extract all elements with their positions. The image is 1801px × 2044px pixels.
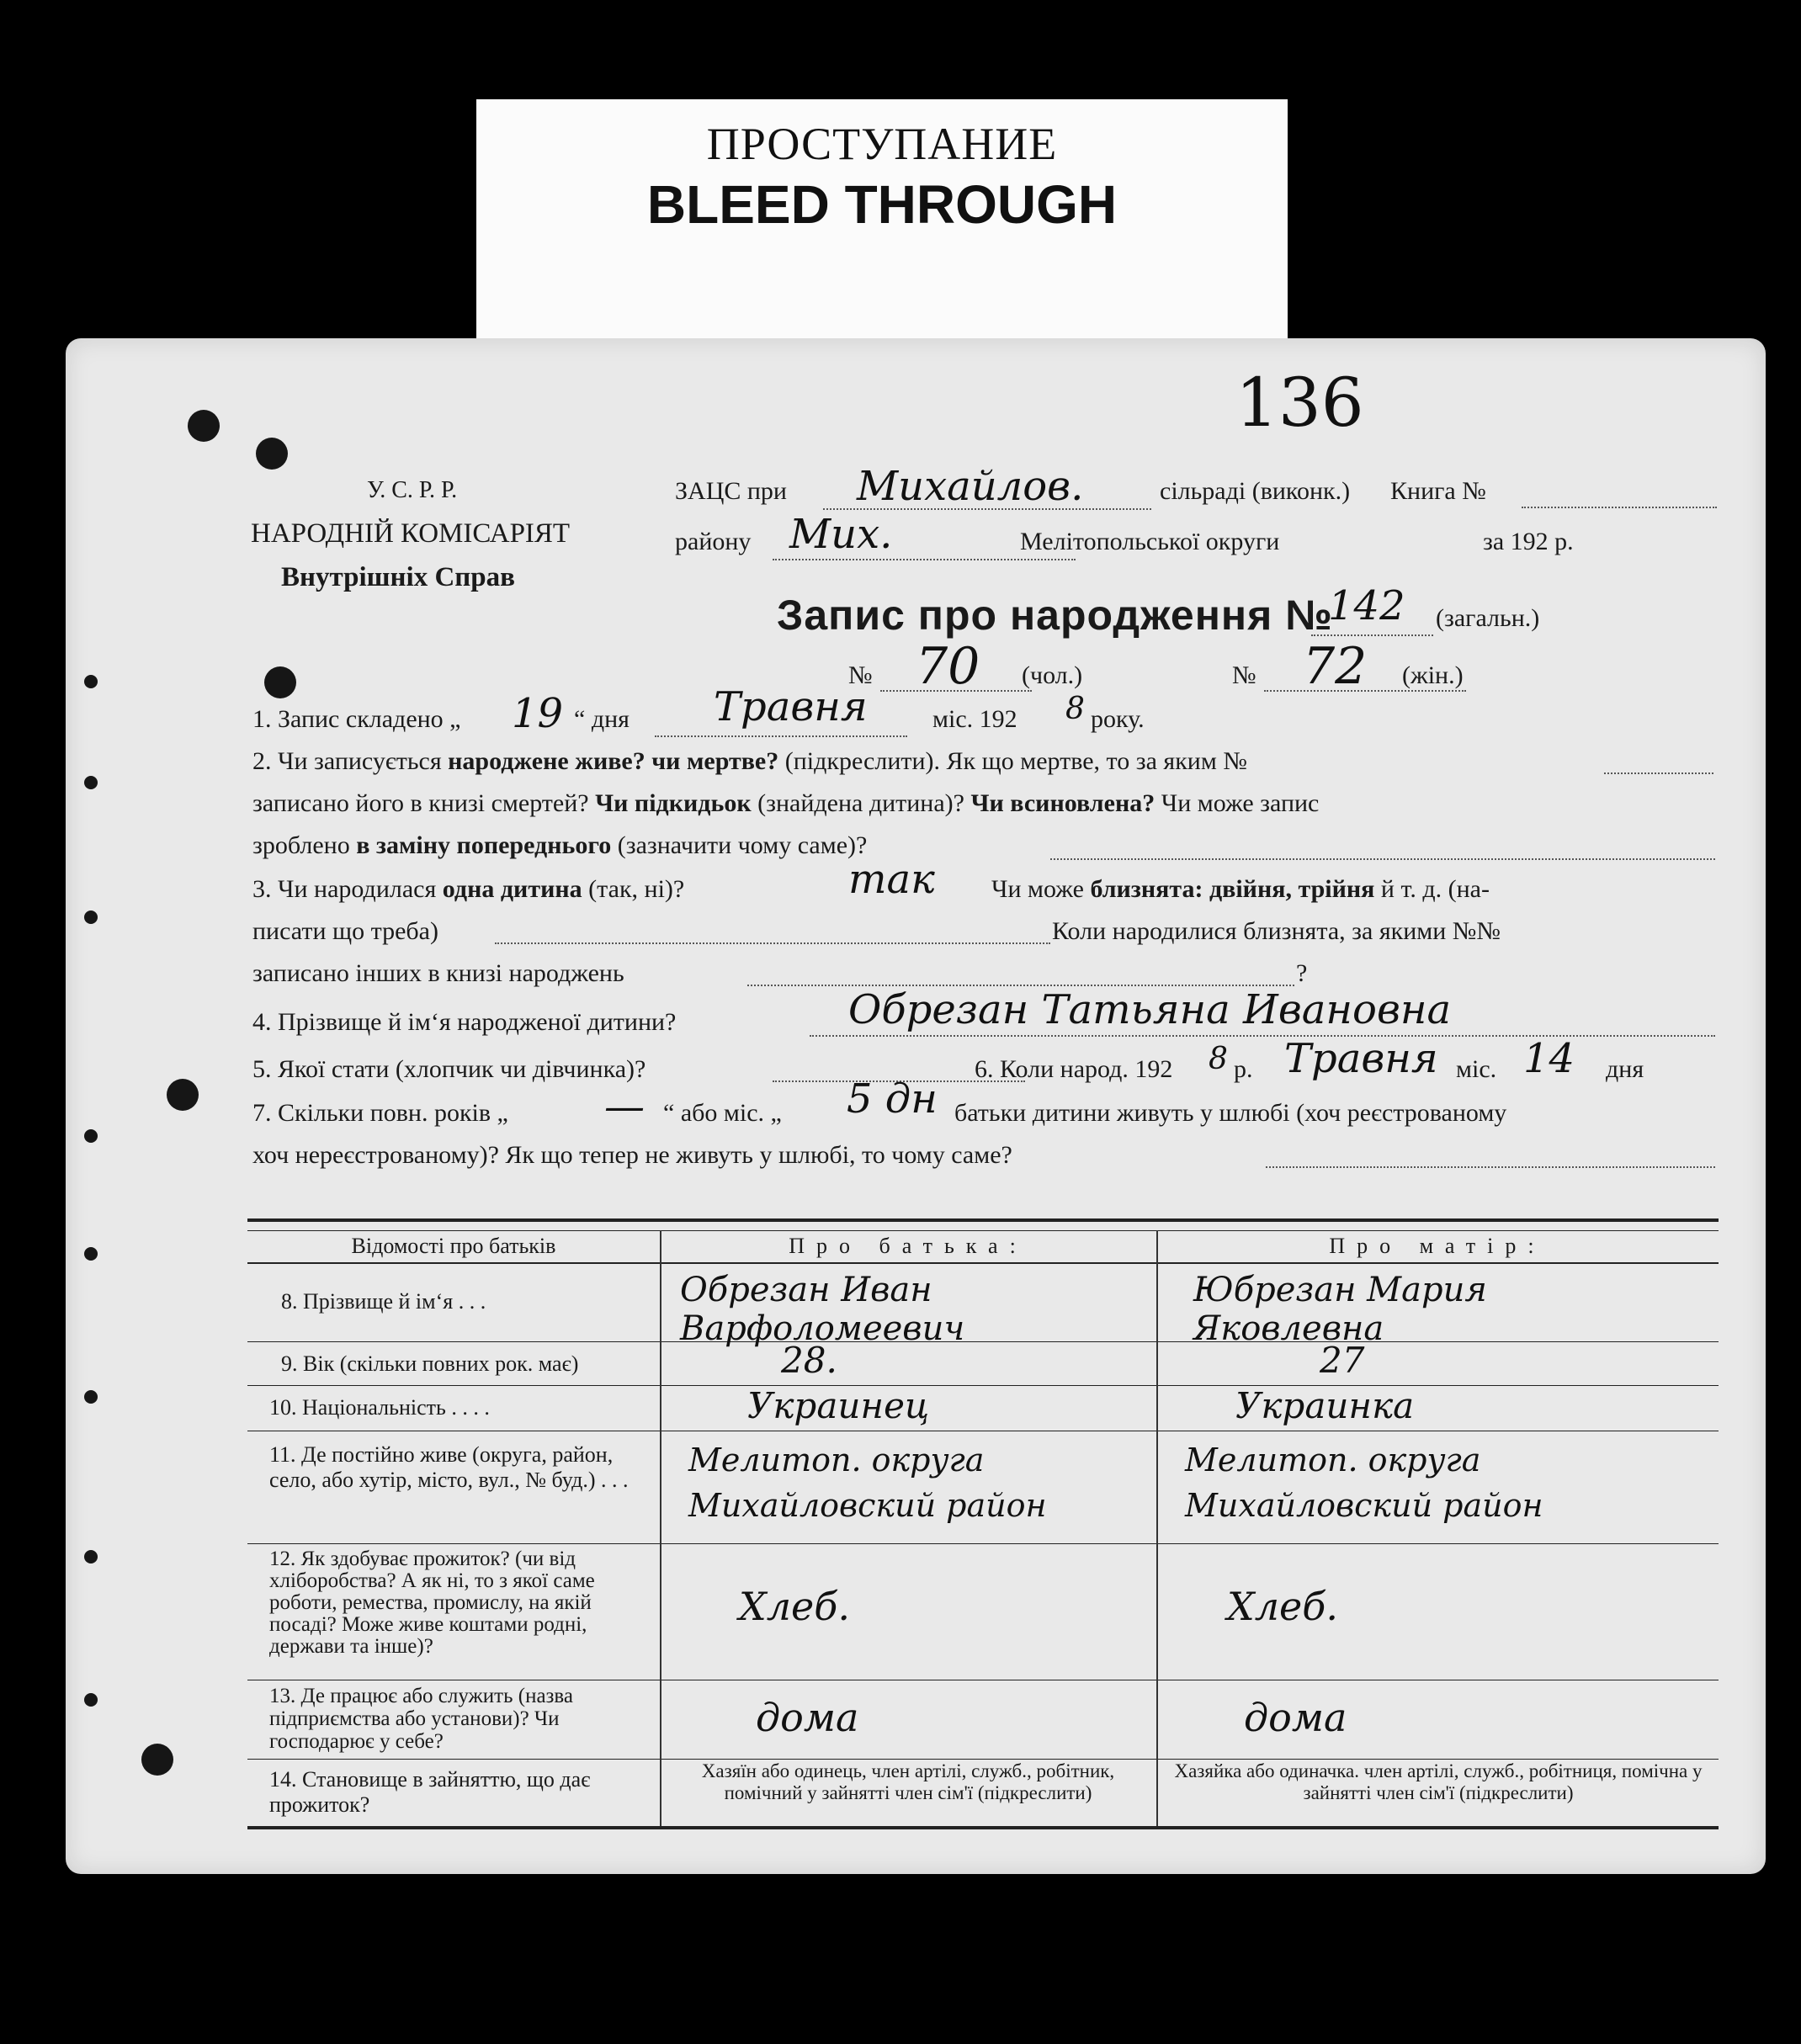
- internal-affairs-heading: Внутрішніх Справ: [281, 562, 515, 592]
- row-10-label: 10. Національність . . . .: [269, 1395, 490, 1420]
- q7-line-1a: 7. Скільки повн. років „: [252, 1099, 508, 1127]
- village-line: [823, 508, 1151, 510]
- female-number-handwritten: 72: [1303, 637, 1368, 696]
- label-line-1: ПРОСТУПАНИЕ: [706, 119, 1058, 169]
- q3-answer-handwritten: так: [848, 856, 935, 903]
- q6-mis: міс.: [1456, 1055, 1497, 1083]
- punch-hole: [84, 675, 98, 688]
- punch-hole: [84, 776, 98, 789]
- punch-hole: [84, 1390, 98, 1404]
- q4-text: 4. Прізвище й ім‘я народженої дитини?: [252, 1008, 677, 1036]
- general-label: (загальн.): [1436, 604, 1540, 632]
- female-label: (жін.): [1402, 661, 1464, 689]
- q2-line-2: записано його в книзі смертей? Чи підкидьок (знайдена дитина)? Чи всиновлена? Чи може запис: [252, 789, 1320, 817]
- q2-number-line: [1604, 772, 1713, 774]
- father-age-handwritten: 28.: [781, 1340, 837, 1381]
- q2-reason-line: [1050, 858, 1715, 860]
- q1-prefix: 1. Запис складено „: [252, 705, 461, 733]
- q6-dnya: дня: [1606, 1055, 1644, 1083]
- q1-year-handwritten: 8: [1065, 692, 1085, 726]
- label-line-2: BLEED THROUGH: [646, 174, 1118, 235]
- q6-year-handwritten: 8: [1209, 1042, 1228, 1076]
- table-top-rule-thin: [247, 1230, 1719, 1231]
- father-employment-status: Хазяїн або одинець, член артілі, служб., робітник, помічний у зайнятті член сім'ї (підкреслити): [701, 1760, 1115, 1803]
- sheet-number: 136: [1235, 364, 1364, 442]
- mother-nationality-handwritten: Украинка: [1235, 1385, 1415, 1426]
- punch-hole: [84, 1247, 98, 1261]
- q7-years-handwritten: —: [604, 1083, 645, 1130]
- row-9-label: 9. Вік (скільки повних рок. має): [281, 1351, 579, 1376]
- row-8-label: 8. Прізвище й ім‘я . . .: [281, 1289, 486, 1314]
- father-residence-handwritten: Мелитоп. округа Михайловский район: [688, 1441, 1047, 1524]
- punch-hole: [188, 410, 220, 442]
- q3-line-2b: Коли народилися близнята, за якими №№: [1052, 917, 1501, 945]
- birth-record-card: [66, 338, 1766, 1874]
- male-label: (чол.): [1022, 661, 1083, 689]
- male-number-line: [880, 690, 1032, 692]
- book-label: Книга №: [1390, 477, 1486, 505]
- q6-r: р.: [1234, 1055, 1253, 1083]
- punch-hole: [167, 1079, 199, 1111]
- commissariat-heading: НАРОДНІЙ КОМІСАРІЯТ: [251, 518, 571, 549]
- q1-end: року.: [1091, 705, 1145, 733]
- table-header-info: Відомості про батьків: [351, 1234, 556, 1258]
- table-header-mother: Про матір:: [1329, 1234, 1546, 1258]
- punch-hole: [264, 666, 296, 698]
- row-rule: [247, 1385, 1719, 1386]
- q6-month-handwritten: Травня: [1284, 1035, 1438, 1082]
- q1-month-line: [655, 735, 907, 737]
- father-workplace-handwritten: дома: [756, 1695, 859, 1740]
- q6-day-handwritten: 14: [1523, 1035, 1575, 1082]
- punch-hole: [84, 1550, 98, 1564]
- book-line: [1522, 507, 1717, 508]
- okrug-label: Мелітопольської округи: [1020, 528, 1280, 555]
- punch-hole: [84, 1129, 98, 1143]
- q1-suffix: міс. 192: [932, 705, 1017, 733]
- table-header-rule: [247, 1262, 1719, 1264]
- village-suffix: сільраді (виконк.): [1160, 477, 1351, 505]
- male-no-prefix: №: [848, 661, 873, 689]
- village-handwritten: Михайлов.: [857, 463, 1084, 510]
- zags-prefix: ЗАЦС при: [675, 477, 787, 505]
- female-no-prefix: №: [1232, 661, 1256, 689]
- district-line: [773, 559, 1076, 560]
- general-number-handwritten: 142: [1328, 582, 1405, 629]
- q3-line-1a: 3. Чи народилася одна дитина (так, ні)?: [252, 875, 685, 903]
- child-name-line: [810, 1035, 1715, 1037]
- row-rule: [247, 1759, 1719, 1760]
- mother-workplace-handwritten: дома: [1244, 1695, 1347, 1740]
- q3-line-1b: Чи може близнята: двійня, трійня й т. д. (на-: [991, 875, 1490, 903]
- row-12-label: 12. Як здобуває прожиток? (чи від хліборобства? А як ні, то з якої саме роботи, ремества, промислу, на якій посаді? Може живе коштами родні, держави та інше)?: [269, 1548, 595, 1658]
- mother-age-handwritten: 27: [1320, 1340, 1365, 1381]
- punch-hole: [84, 911, 98, 924]
- bleed-through-label: [476, 99, 1288, 343]
- punch-hole: [84, 1693, 98, 1707]
- q2-line-1: 2. Чи записується народжене живе? чи мертве? (підкреслити). Як що мертве, то за яким №: [252, 747, 1247, 775]
- q7-line-1c: батьки дитини живуть у шлюбі (хоч реєстрованому: [954, 1099, 1507, 1127]
- q2-line-3: зроблено в заміну попереднього (зазначити чому саме)?: [252, 831, 868, 859]
- female-number-line: [1264, 690, 1466, 692]
- q5-text: 5. Якої стати (хлопчик чи дівчинка)?: [252, 1055, 646, 1083]
- punch-hole: [256, 438, 288, 470]
- mother-residence-handwritten: Мелитоп. округа Михайловский район: [1185, 1441, 1543, 1524]
- q1-day-handwritten: 19: [512, 690, 564, 737]
- column-divider: [660, 1230, 661, 1826]
- mother-name-handwritten: Юбрезан Мария Яковлевна: [1193, 1271, 1487, 1348]
- ussr-heading: У. С. Р. Р.: [367, 477, 458, 503]
- general-number-line: [1311, 634, 1433, 636]
- q7-months-handwritten: 5 дн: [847, 1075, 938, 1123]
- q3-line-3a: записано інших в книзі народжень: [252, 959, 624, 987]
- table-header-father: Про батька:: [789, 1234, 1028, 1258]
- father-occupation-handwritten: Хлеб.: [739, 1584, 850, 1629]
- father-nationality-handwritten: Украинец: [747, 1385, 930, 1426]
- q3-line-3b: ?: [1296, 959, 1308, 987]
- year-label: за 192 р.: [1483, 528, 1574, 555]
- q7-line-1b: “ або міс. „: [663, 1099, 782, 1127]
- row-13-label: 13. Де працює або служить (назва підприємства або установи)? Чи господарює у себе?: [269, 1685, 573, 1753]
- district-prefix: району: [675, 528, 752, 555]
- table-top-rule: [247, 1218, 1719, 1222]
- row-11-label: 11. Де постійно живе (округа, район, село, або хутір, місто, вул., № буд.) . . .: [269, 1442, 629, 1492]
- q6-text: 6. Коли народ. 192: [975, 1055, 1173, 1083]
- row-14-label: 14. Становище в зайняттю, що дає прожиток?: [269, 1767, 591, 1817]
- table-bottom-rule: [247, 1826, 1719, 1829]
- q1-mid: “ дня: [574, 705, 630, 733]
- district-handwritten: Мих.: [789, 511, 893, 558]
- q7-line-2: хоч нереєстрованому)? Як що тепер не живуть у шлюбі, то чому саме?: [252, 1141, 1012, 1169]
- row-rule: [247, 1543, 1719, 1544]
- mother-employment-status: Хазяйка або одиначка. член артілі, служб., робітниця, помічна у зайнятті член сім'ї (підкреслити): [1174, 1760, 1703, 1803]
- q3-twins-line: [495, 942, 1050, 944]
- column-divider: [1156, 1230, 1158, 1826]
- record-title: Запис про народження №: [777, 592, 1333, 639]
- punch-hole: [141, 1744, 173, 1776]
- q7-reason-line: [1266, 1166, 1715, 1168]
- q3-line-2a: писати що треба): [252, 917, 438, 945]
- male-number-handwritten: 70: [916, 637, 980, 696]
- child-name-handwritten: Обрезан Татьяна Ивановна: [848, 986, 1452, 1033]
- mother-occupation-handwritten: Хлеб.: [1227, 1584, 1338, 1629]
- father-name-handwritten: Обрезан Иван Варфоломеевич: [680, 1271, 965, 1348]
- q1-month-handwritten: Травня: [714, 683, 868, 730]
